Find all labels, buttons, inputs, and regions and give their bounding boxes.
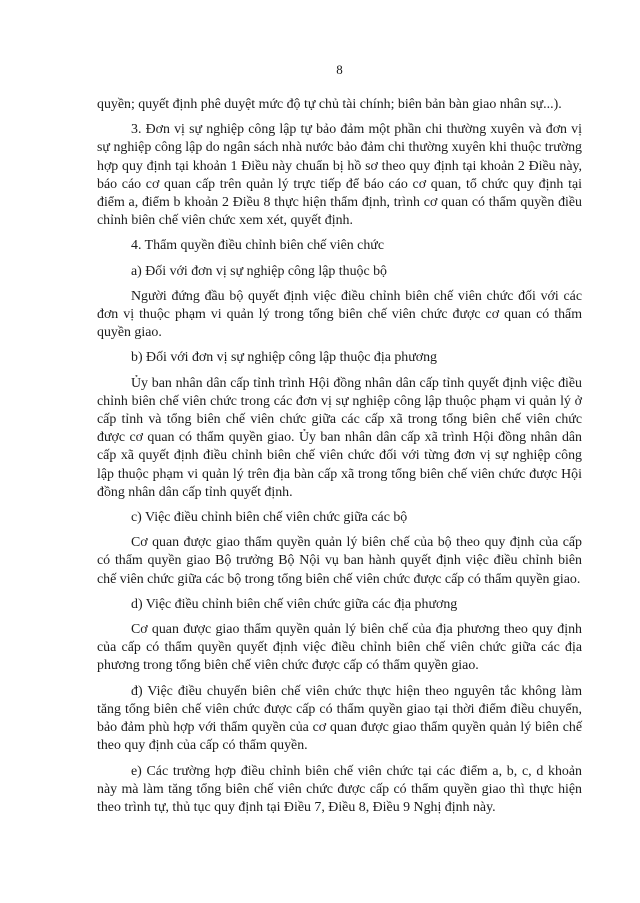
paragraph: d) Việc điều chỉnh biên chế viên chức giữa các địa phương <box>131 596 458 612</box>
paragraph: 4. Thẩm quyền điều chỉnh biên chế viên chức <box>131 238 384 254</box>
paragraph: a) Đối với đơn vị sự nghiệp công lập thuộc bộ <box>131 263 388 279</box>
paragraph: Ủy ban nhân dân cấp tỉnh trình Hội đồng nhân dân cấp tỉnh quyết định việc điều chỉnh biên chế viên chức trong các đơn vị sự nghiệp công lập thuộc phạm vi quản lý ở cấp tỉnh và tổng biên chế viên chức giữa các cấp xã trong tổng biên chế viên chức được cơ quan có thẩm quyền giao. Ủy ban nhân dân cấp xã trình Hội đồng nhân dân cấp xã quyết định điều chỉnh biên chế viên chức đối với từng đơn vị sự nghiệp công lập thuộc phạm vi quản lý trên địa bàn cấp xã trong tổng biên chế viên chức được Hội đồng nhân dân cấp tỉnh quyết định. <box>97 375 582 500</box>
paragraph: Người đứng đầu bộ quyết định việc điều chỉnh biên chế viên chức đối với các đơn vị thuộc phạm vi quản lý trong tổng biên chế viên chức được cơ quan có thẩm quyền giao. <box>97 288 582 341</box>
paragraph: c) Việc điều chỉnh biên chế viên chức giữa các bộ <box>131 510 408 526</box>
paragraph: 3. Đơn vị sự nghiệp công lập tự bảo đảm một phần chi thường xuyên và đơn vị sự nghiệp công lập do ngân sách nhà nước bảo đảm chi thường xuyên khi thuộc trường hợp quy định tại khoản 1 Điều này chuẩn bị hồ sơ theo quy định tại khoản 2 Điều này, báo cáo cơ quan cấp trên quản lý trực tiếp để báo cáo cơ quan, tổ chức quy định tại điểm a, điểm b khoản 2 Điều 8 thực hiện thẩm định, trình cơ quan có thẩm quyền điều chỉnh biên chế viên chức xem xét, quyết định. <box>97 122 582 229</box>
paragraph: Cơ quan được giao thẩm quyền quản lý biên chế của địa phương theo quy định của cấp có thẩm quyền quyết định việc điều chỉnh biên chế viên chức giữa các địa phương trong tổng biên chế viên chức được cấp có thẩm quyền giao. <box>97 622 582 674</box>
paragraph: b) Đối với đơn vị sự nghiệp công lập thuộc địa phương <box>131 350 437 366</box>
document-body <box>97 96 582 817</box>
paragraph: đ) Việc điều chuyển biên chế viên chức thực hiện theo nguyên tắc không làm tăng tổng biên chế viên chức được cấp có thẩm quyền giao tại thời điểm điều chuyển, bảo đảm phù hợp với thẩm quyền của cơ quan được giao thẩm quyền quản lý biên chế theo quy định của cấp có thẩm quyền. <box>97 683 582 754</box>
paragraph: e) Các trường hợp điều chỉnh biên chế viên chức tại các điểm a, b, c, d khoản này mà làm tăng tổng biên chế viên chức được cấp có thẩm quyền giao thì thực hiện theo trình tự, thủ tục quy định tại Điều 7, Điều 8, Điều 9 Nghị định này. <box>97 763 582 815</box>
paragraph: quyền; quyết định phê duyệt mức độ tự chủ tài chính; biên bản bàn giao nhân sự...). <box>97 97 562 112</box>
page-number: 8 <box>336 62 343 77</box>
paragraph: Cơ quan được giao thẩm quyền quản lý biên chế của bộ theo quy định của cấp có thẩm quyền giao Bộ trưởng Bộ Nội vụ ban hành quyết định việc điều chỉnh biên chế viên chức giữa các bộ trong tổng biên chế viên chức được cấp có thẩm quyền giao. <box>97 535 582 587</box>
